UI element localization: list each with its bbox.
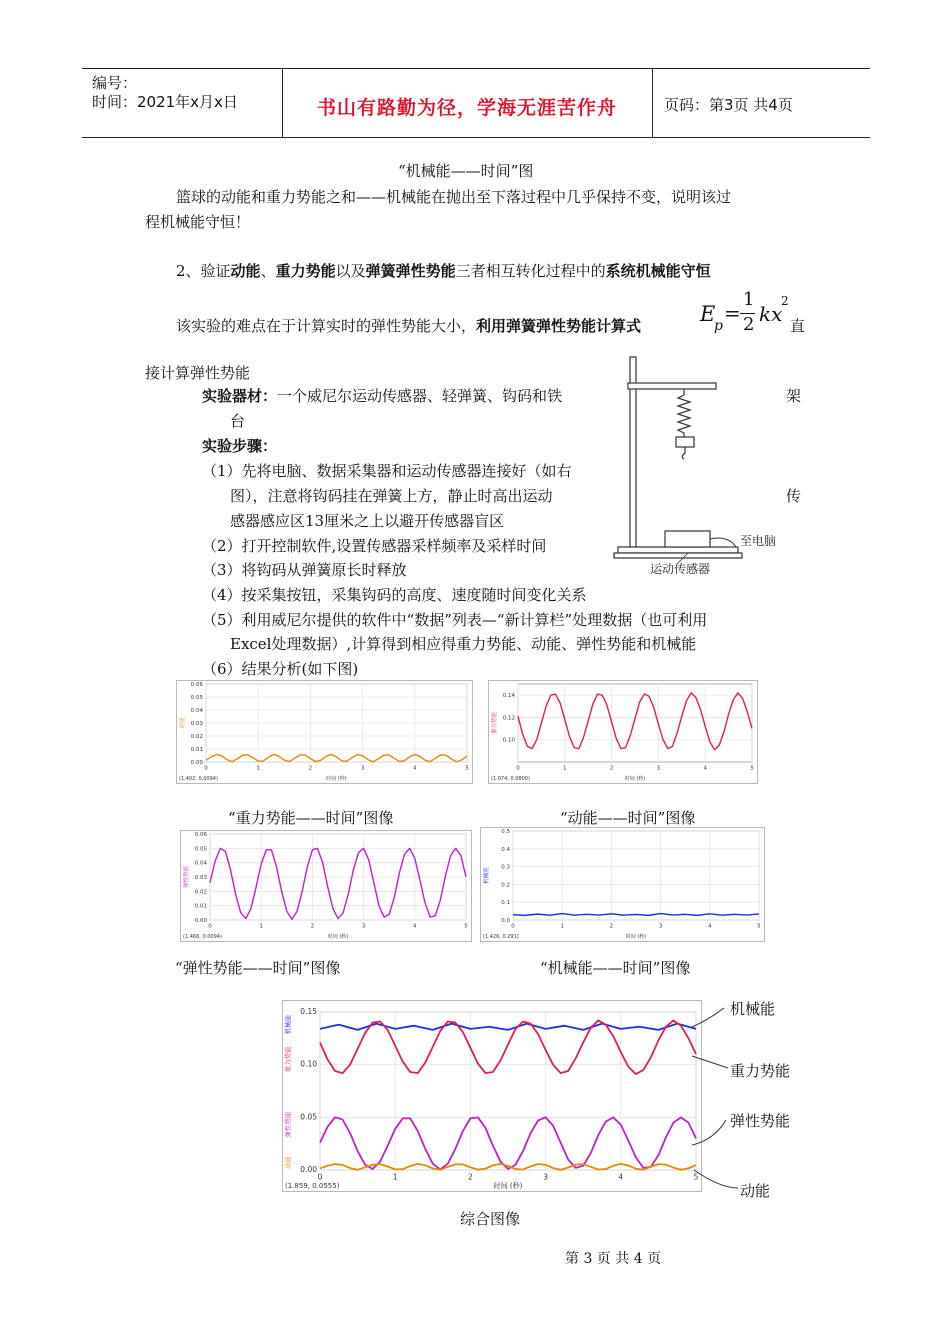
x-tick-label: 1 [563,765,567,772]
y-tick-label: 0.0 [501,918,510,924]
step5-line2: Excel处理数据）,计算得到相应得重力势能、动能、弹性势能和机械能 [230,635,697,653]
x-tick-label: 5 [750,765,754,772]
x-tick-label: 0 [208,923,212,930]
formula-sup: 2 [781,294,789,308]
equipment-label: 实验器材： [202,387,278,405]
y-axis-label: 动能 [180,717,186,729]
y-tick-label: 0.01 [190,747,203,753]
step1-line2: 图），注意将钩码挂在弹簧上方，静止时高出运动 [230,487,553,505]
x-tick-label: 4 [413,765,417,772]
heading-2-conservation: 系统机械能守恒 [605,262,711,280]
x-tick-label: 2 [468,1172,473,1182]
para2-line1 [176,315,641,337]
series-axis-label: 弹性势能 [284,1111,292,1138]
elastic-energy-formula [700,290,790,340]
coordinate-readout: (1.074, 0.0800) [491,776,530,782]
coordinate-readout: (1.466, 0.0094) [183,934,222,940]
plot-area [518,684,752,762]
caption-top: “机械能——时间”图 [398,162,534,180]
y-tick-label: 0.02 [194,889,207,896]
series-axis-label: 机械能 [284,1014,292,1035]
legend-elastic: 弹性势能 [730,1112,791,1130]
x-tick-label: 0 [204,765,208,772]
y-tick-label: 0.14 [502,693,515,700]
weight [676,437,694,447]
heading-2 [176,260,711,282]
x-tick-label: 0 [511,923,515,930]
formula-eq: = [724,301,741,325]
x-tick-label: 4 [703,765,707,772]
step1-line1: （1）先将电脑、数据采集器和运动传感器连接好（如右 [202,462,572,480]
x-tick-label: 3 [361,923,366,930]
x-axis-label: 时间 (秒) [326,776,347,782]
header-meta-cell [82,69,283,137]
header-table [82,68,870,138]
header-motto-cell [282,69,653,137]
x-tick-label: 0 [516,765,520,772]
plot-area [513,831,759,920]
para2-line1-b: 利用弹簧弹性势能计算式 [476,317,642,335]
motion-sensor [665,531,710,547]
para2-line1-end: 直 [790,317,806,335]
x-tick-label: 2 [609,765,614,772]
sensor-label: 运动传感器 [650,562,711,576]
formula-den: 2 [743,314,755,335]
leader-gravity [692,1056,728,1068]
para2-line2: 接计算弹性势能 [145,364,251,382]
stand-arm [628,383,716,389]
series-axis-label: 动能 [284,1156,292,1170]
step2: （2）打开控制软件,设置传感器采样频率及采样时间 [202,537,547,555]
computer-label: 至电脑 [740,534,777,548]
heading-2-gravity: 重力势能 [275,262,336,280]
y-tick-label: 0.15 [300,1007,317,1016]
page-footer: 第 3 页 共 4 页 [565,1251,662,1267]
y-tick-label: 0.1 [501,900,510,907]
caption-mech: “机械能——时间”图像 [540,959,691,977]
y-tick-label: 0.06 [190,682,203,688]
y-tick-label: 0.5 [501,829,510,835]
coordinate-readout: (1.426, 0.291) [483,934,519,940]
step5-line1: （5）利用威尼尔提供的软件中“数据”列表—“新计算栏”处理数据（也可利用 [202,611,708,629]
motto: 书山有路勤为径，学海无涯苦作舟 [316,97,617,119]
step1-end: 传 [786,487,802,505]
legend-gravity: 重力势能 [730,1062,791,1080]
combined-energy-chart [282,1000,702,1192]
x-tick-label: 2 [609,923,614,930]
formula-sub: p [714,318,723,334]
equipment-line2: 台 [230,412,246,430]
x-tick-label: 3 [658,923,663,930]
x-axis-label: 时间 (秒) [624,776,646,782]
coordinate-readout: (1.859, 0.0555) [285,1182,340,1190]
x-axis-label: 时间 (秒) [625,934,647,940]
x-axis-label: 时间 (秒) [493,1182,523,1190]
steps-label: 实验步骤： [202,437,278,455]
heading-2-kinetic: 动能 [230,262,261,280]
y-tick-label: 0.03 [190,721,203,727]
caption-combined: 综合图像 [460,1210,521,1228]
x-tick-label: 3 [360,765,365,772]
leader-mech [692,1008,724,1027]
x-tick-label: 0 [317,1172,323,1182]
y-tick-label: 0.01 [194,903,207,910]
y-tick-label: 0.05 [190,695,203,701]
y-tick-label: 0.02 [190,734,203,740]
step1-line3: 感器感应区13厘米之上以避开传感器盲区 [230,512,505,530]
y-tick-label: 0.06 [194,832,207,838]
heading-2-sep2: 以及 [335,262,366,280]
para1-line2: 程机械能守恒！ [145,213,251,231]
leader-kinetic [694,1170,738,1188]
x-tick-label: 5 [465,765,469,772]
para2-line1-a: 该实验的难点在于计算实时的弹性势能大小， [176,317,477,335]
x-tick-label: 5 [757,923,761,930]
y-axis-label: 弹性势能 [184,865,190,889]
stand-base [618,547,738,553]
x-tick-label: 1 [259,923,263,930]
equipment [202,385,562,407]
x-tick-label: 2 [308,765,313,772]
plot-area [320,1012,696,1170]
para1-line1: 篮球的动能和重力势能之和——机械能在抛出至下落过程中几乎保持不变，说明该过 [176,188,732,206]
step6: （6）结果分析(如下图) [202,660,359,678]
x-tick-label: 4 [618,1172,624,1182]
x-tick-label: 1 [392,1172,398,1182]
caption-elastic: “弹性势能——时间”图像 [175,959,341,977]
legend-leader-lines [690,1000,750,1195]
x-axis-label: 时间 (秒) [327,934,349,940]
kinetic-energy-chart [176,680,473,784]
y-tick-label: 0.2 [501,882,510,889]
x-tick-label: 4 [708,923,712,930]
y-tick-label: 0.3 [501,864,510,871]
heading-2-sep3: 三者相互转化过程中的 [455,262,606,280]
formula-num: 1 [743,289,755,310]
page-label: 页码：第3页 共4页 [664,96,793,114]
apparatus-diagram [610,355,790,580]
x-tick-label: 3 [656,765,661,772]
equipment-end: 架 [786,387,802,405]
y-tick-label: 0.00 [300,1165,317,1174]
heading-2-prefix: 2、验证 [176,262,231,280]
y-tick-label: 0.10 [502,737,515,744]
time-label: 时间：2021年x月x日 [92,93,238,111]
hook [682,447,685,459]
formula-lhs: E [700,302,716,326]
formula-rhs: kx [759,302,783,326]
x-tick-label: 4 [413,923,417,930]
x-tick-label: 5 [693,1172,699,1182]
legend-mech: 机械能 [730,1000,776,1018]
x-tick-label: 1 [256,765,260,772]
spring [678,389,690,437]
y-tick-label: 0.00 [190,760,203,766]
y-tick-label: 0.04 [194,860,207,867]
x-tick-label: 2 [310,923,315,930]
elastic-energy-chart [180,830,472,942]
y-axis-label: 机械能 [484,867,490,884]
y-tick-label: 0.12 [502,715,515,722]
y-tick-label: 0.05 [194,846,207,853]
caption-kinetic: “动能——时间”图像 [560,809,696,827]
x-tick-label: 1 [560,923,564,930]
y-tick-label: 0.03 [194,875,207,881]
mechanical-energy-chart [480,827,765,942]
heading-2-elastic: 弹簧弹性势能 [365,262,456,280]
gravity-energy-chart [488,680,758,784]
series-axis-label: 重力势能 [284,1046,292,1073]
coordinate-readout: (1.402, 0.0094) [179,776,218,782]
step3: （3）将钩码从弹簧原长时释放 [202,561,407,579]
header-page-cell [652,69,870,137]
y-tick-label: 0.04 [190,708,203,714]
y-tick-label: 0.05 [300,1112,317,1122]
x-tick-label: 5 [464,923,468,930]
y-tick-label: 0.10 [300,1059,317,1069]
stand-base-lower [614,553,742,558]
caption-gravity: “重力势能——时间”图像 [228,809,394,827]
heading-2-sep1: 、 [260,262,276,280]
y-axis-label: 重力势能 [492,711,498,735]
equipment-text: 一个威尼尔运动传感器、轻弹簧、钩码和铁 [277,387,563,405]
legend-kinetic: 动能 [740,1182,771,1200]
leader-elastic [692,1120,726,1145]
step4: （4）按采集按钮，采集钩码的高度、速度随时间变化关系 [202,586,587,604]
y-tick-label: 0.00 [194,918,207,924]
number-label: 编号： [92,74,138,92]
x-tick-label: 3 [543,1172,548,1182]
y-tick-label: 0.4 [501,846,510,853]
sensor-cable [710,538,736,547]
